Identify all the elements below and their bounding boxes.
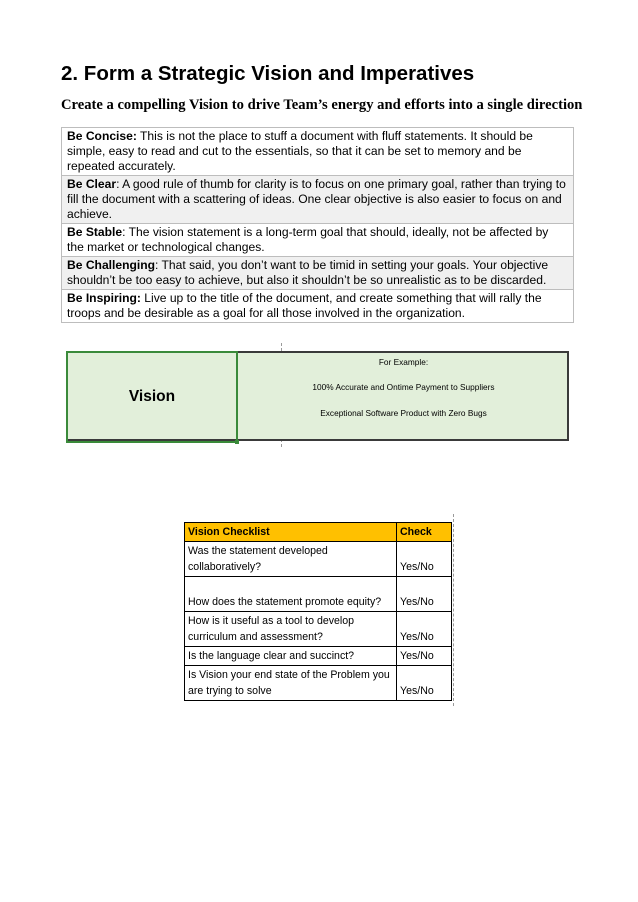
page-title: 2. Form a Strategic Vision and Imperatives [61, 62, 475, 85]
checklist-question-line: Is the language clear and succinct? [188, 650, 355, 662]
principle-term: Be Inspiring: [67, 291, 141, 305]
checklist-header-check: Check [397, 523, 452, 542]
checklist-row [185, 666, 452, 701]
vision-label: Vision [128, 388, 176, 405]
checklist-question-line: Is Vision your end state of the Problem you [188, 669, 390, 681]
checklist-row [185, 542, 452, 577]
example-item: Exceptional Software Product with Zero Bugs [320, 408, 487, 418]
principle-row [62, 290, 574, 323]
checklist-header-row [185, 523, 452, 542]
principle-text: : The vision statement is a long-term goal that should, ideally, not be affected by the market or technological changes. [67, 225, 549, 254]
vision-examples-cell [240, 353, 567, 439]
checklist-answer[interactable]: Yes/No [397, 577, 452, 612]
checklist-row [185, 577, 452, 612]
column-guide-line [453, 514, 454, 706]
principle-term: Be Concise: [67, 129, 137, 143]
principle-term: Be Clear [67, 177, 117, 191]
principle-row [62, 128, 574, 176]
vision-principles-table [61, 127, 574, 323]
example-item: 100% Accurate and Ontime Payment to Suppliers [312, 382, 495, 392]
checklist-question-line [188, 578, 393, 594]
principle-row [62, 224, 574, 257]
checklist-answer[interactable]: Yes/No [397, 542, 452, 577]
principle-term: Be Stable [67, 225, 123, 239]
checklist-question-line: How is it useful as a tool to develop [188, 615, 355, 627]
vision-checklist-table [184, 522, 452, 701]
checklist-question-line: collaboratively? [188, 561, 262, 573]
page-subtitle: Create a compelling Vision to drive Team’s energy and efforts into a single direction [61, 97, 583, 113]
principle-text: : A good rule of thumb for clarity is to focus on one primary goal, rather than trying to fill the document with a scattering of ideas. One clear objective is also easier to focus on and achieve. [67, 177, 566, 221]
vision-label-cell[interactable] [66, 351, 238, 443]
checklist-row [185, 647, 452, 666]
principle-text: : That said, you don’t want to be timid in setting your goals. Your objective shouldn’t be too easy to achieve, but also it shouldn’t be so unrealistic as to be discarded. [67, 258, 549, 287]
checklist-header-item: Vision Checklist [185, 523, 397, 542]
vision-example-box [66, 351, 569, 441]
checklist-question-line: are trying to solve [188, 685, 272, 697]
principle-row [62, 257, 574, 290]
checklist-question-line: How does the statement promote equity? [188, 596, 382, 608]
principle-row [62, 176, 574, 224]
checklist-row [185, 612, 452, 647]
checklist-question-line: Was the statement developed [188, 545, 328, 557]
checklist-answer[interactable]: Yes/No [397, 647, 452, 666]
principle-text: Live up to the title of the document, and create something that will rally the troops and be desirable as a goal for all those involved in the organization. [67, 291, 542, 320]
checklist-answer[interactable]: Yes/No [397, 666, 452, 701]
example-heading: For Example: [378, 357, 429, 367]
principle-term: Be Challenging [67, 258, 156, 272]
checklist-answer[interactable]: Yes/No [397, 612, 452, 647]
checklist-question-line: curriculum and assessment? [188, 631, 323, 643]
principle-text: This is not the place to stuff a document with fluff statements. It should be simple, easy to read and cut to the essentials, so that it can be set to memory and be repeated accurately. [67, 129, 533, 173]
